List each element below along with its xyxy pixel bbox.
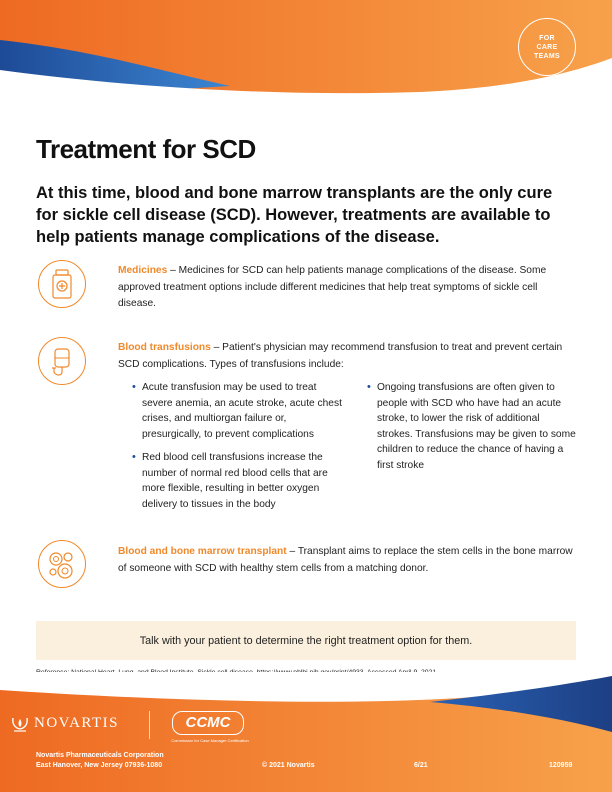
blood-bag-icon: [38, 337, 86, 385]
page-title: Treatment for SCD: [36, 134, 256, 164]
footer-date: 6/21: [414, 762, 428, 769]
transfusions-heading: Blood transfusions: [118, 342, 211, 353]
medicines-heading: Medicines: [118, 265, 168, 276]
badge-line-1: FOR: [539, 34, 555, 42]
for-care-teams-badge: [518, 18, 576, 76]
medicine-bottle-icon: [38, 260, 86, 308]
list-item: • Ongoing transfusions are often given to people with SCD who have had an acute stroke, to lower the risk of additional strokes. Transfusions may be given to some children to reduce the chance of having a first stroke: [367, 380, 577, 473]
footer-copyright: © 2021 Novartis: [262, 762, 315, 769]
novartis-logo-icon: [10, 716, 30, 737]
transplant-text: – Transplant aims to replace the stem cells in the bone marrow of someone with SCD with healthy stem cells from a matching donor.: [118, 546, 573, 574]
transfusions-text: – Patient's physician may recommend transfusion to treat and prevent certain SCD complications. Types of transfusions include:: [118, 342, 563, 370]
badge-line-3: TEAMS: [534, 52, 560, 60]
ccmc-logo: CCMC: [172, 711, 244, 735]
ccmc-subtitle: Commission for Case Manager Certification: [171, 738, 249, 743]
list-item: • Acute transfusion may be used to treat severe anemia, an acute stroke, acute chest crises, and multiorgan failure or, presurgically, to prevent complications: [132, 380, 344, 442]
transplant-section: [118, 544, 576, 577]
transfusion-bullets-left: [132, 380, 344, 520]
footer-company: Novartis Pharmaceuticals Corporation: [36, 752, 164, 759]
transfusion-bullets-right: [367, 380, 577, 481]
medicines-text: – Medicines for SCD can help patients manage complications of the disease. Some approved treatment options include different medicines that help treat symptoms of sickle cell disease.: [118, 265, 547, 309]
novartis-wordmark: NOVARTIS: [34, 715, 120, 731]
badge-line-2: CARE: [536, 43, 558, 51]
medicines-section: [118, 263, 576, 313]
transfusions-section: [118, 340, 576, 373]
footer-wave-banner: [0, 672, 612, 792]
footer-code: 120959: [549, 762, 573, 769]
footer-divider: [149, 711, 150, 739]
footer-address: East Hanover, New Jersey 07936-1080: [36, 762, 163, 769]
callout-box: [36, 621, 576, 660]
callout-text: Talk with your patient to determine the right treatment option for them.: [139, 634, 473, 647]
stem-cells-icon: [38, 540, 86, 588]
transplant-heading: Blood and bone marrow transplant: [118, 546, 287, 557]
list-item: • Red blood cell transfusions increase the number of normal red blood cells that are more flexible, resulting in better oxygen delivery to tissues in the body: [132, 450, 344, 512]
lead-paragraph: At this time, blood and bone marrow transplants are the only cure for sickle cell disease (SCD). However, treatments are available to help patients manage complications of the disease.: [36, 184, 553, 246]
